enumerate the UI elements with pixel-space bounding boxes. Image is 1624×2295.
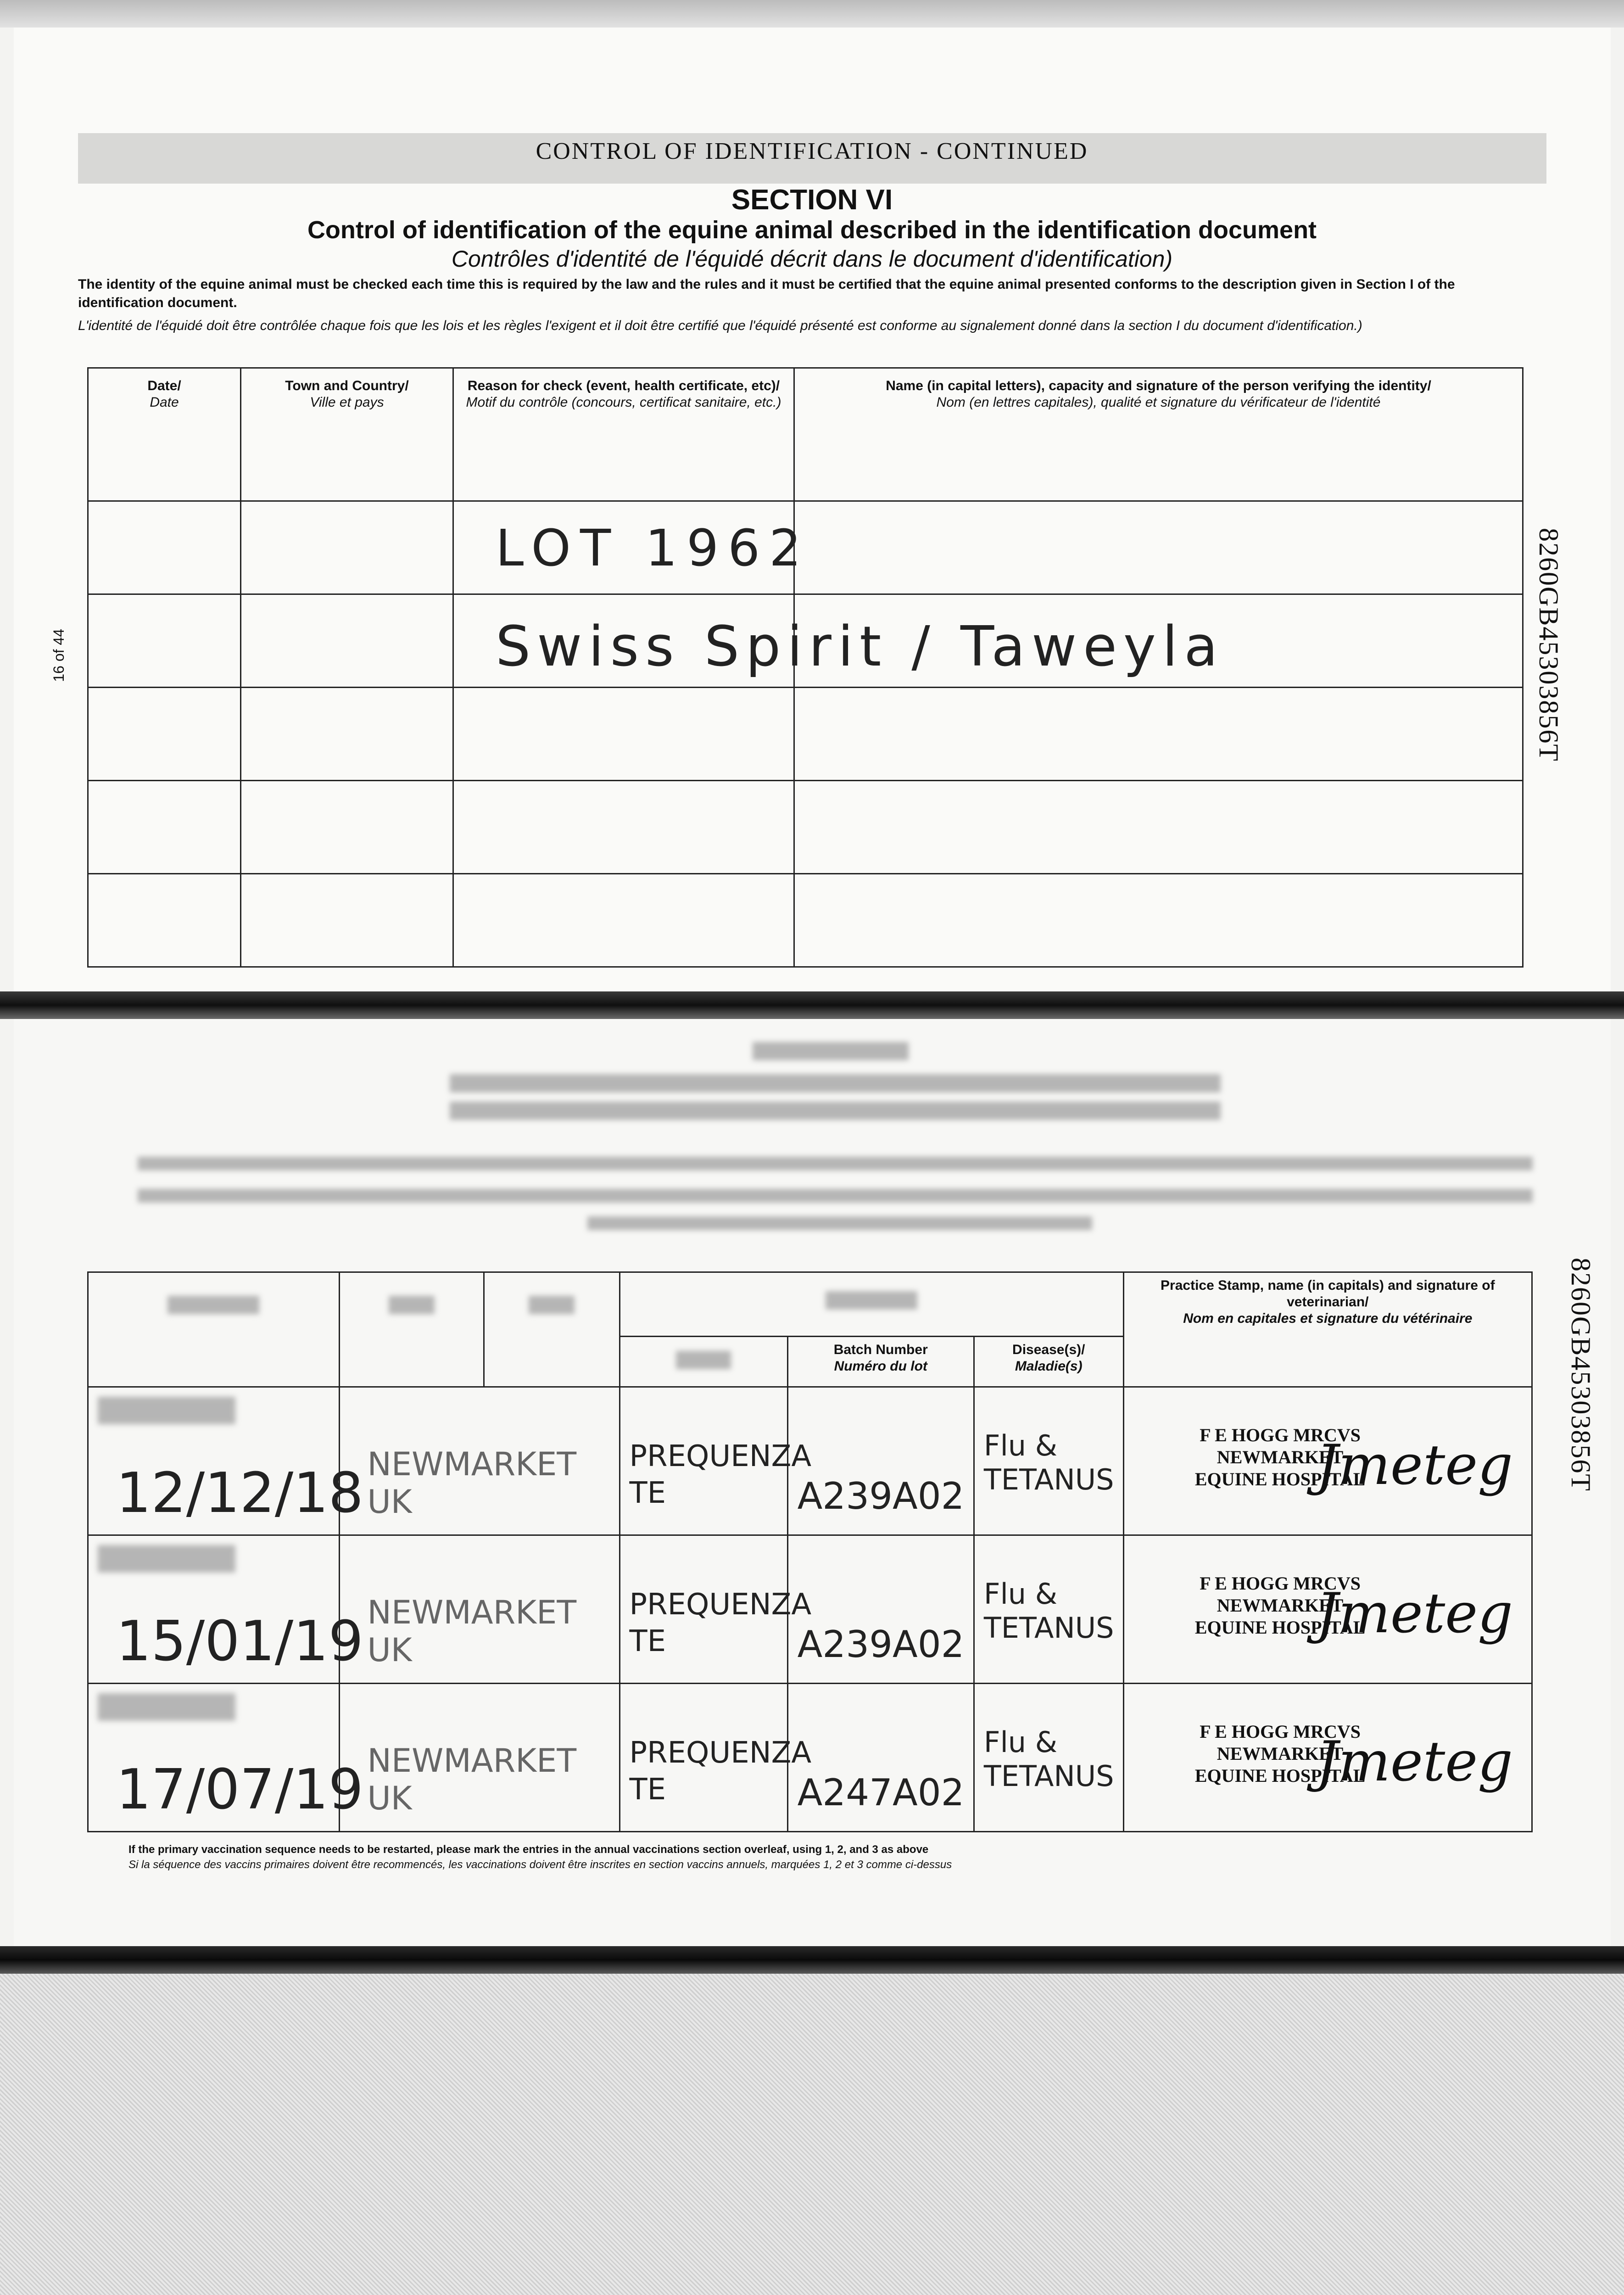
col-vaccine-group xyxy=(619,1272,1123,1337)
vacc-disease: Flu & TETANUS xyxy=(983,1577,1114,1645)
vacc-batch: A247A02 xyxy=(797,1771,965,1814)
col-town-header: Town and Country/ Ville et pays xyxy=(241,368,453,501)
vet-stamp: F E HOGG MRCVS NEWMARKET EQUINE HOSPITAL xyxy=(1194,1573,1366,1638)
col-practice-header: Practice Stamp, name (in capitals) and signature of veterinarian/ Nom en capitales et signature du vétérinaire xyxy=(1123,1272,1532,1387)
vet-signature: Jmeteg xyxy=(1316,1730,1513,1794)
vacc-name: PREQUENZA TE xyxy=(629,1736,812,1807)
vacc-town: NEWMARKET UK xyxy=(367,1742,577,1817)
vaccination-table xyxy=(87,1271,1533,1832)
table-row xyxy=(88,781,1523,874)
col-disease-header: Disease(s)/ Maladie(s) xyxy=(974,1337,1123,1387)
vet-signature: Jmeteg xyxy=(1316,1433,1513,1497)
vacc-disease: Flu & TETANUS xyxy=(983,1725,1114,1793)
vacc-name: PREQUENZA TE xyxy=(629,1439,812,1510)
vacc-town: NEWMARKET UK xyxy=(367,1445,577,1521)
footnote-fr: Si la séquence des vaccins primaires doivent être recommencés, les vaccinations doivent être inscrites en section vaccins annuels, marquées 1, 2 et 3 comme ci-dessus xyxy=(128,1858,952,1871)
page-number: 16 of 44 xyxy=(50,629,67,682)
scan-fold-bar xyxy=(0,991,1624,1019)
vacc-date: 15/01/19 xyxy=(116,1610,363,1674)
scan-top-edge xyxy=(0,0,1624,28)
faded-title xyxy=(450,1074,1221,1092)
footnote-en: If the primary vaccination sequence needs to be restarted, please mark the entries in the annual vaccinations section overleaf, using 1, 2, and 3 as above xyxy=(128,1843,929,1856)
document-id: 8260GB45303856T xyxy=(1534,528,1564,762)
vacc-town: NEWMARKET UK xyxy=(367,1594,577,1669)
col-batch-header: Batch Number Numéro du lot xyxy=(787,1337,974,1387)
faded-heading xyxy=(753,1042,909,1060)
scan-noise-area xyxy=(0,1974,1624,2295)
instructions-en: The identity of the equine animal must be checked each time this is required by the law and the rules and it must be certified that the equine animal presented conforms to the description given in Section I of the identification document. xyxy=(78,277,1455,310)
handwritten-lot: LOT 1962 xyxy=(496,519,811,577)
running-title: CONTROL OF IDENTIFICATION - CONTINUED xyxy=(536,138,1088,164)
table-row xyxy=(88,1387,1532,1535)
title-en: Control of identification of the equine animal described in the identification document xyxy=(307,216,1317,244)
col-vaccine-name-header xyxy=(619,1337,787,1387)
scan-bottom-bar xyxy=(0,1946,1624,1974)
title-fr: Contrôles d'identité de l'équidé décrit dans le document d'identification) xyxy=(451,246,1173,272)
faded-instruction-2 xyxy=(138,1189,1533,1203)
vacc-date: 17/07/19 xyxy=(116,1758,363,1822)
vacc-date: 12/12/18 xyxy=(116,1461,363,1525)
handwritten-horse-name: Swiss Spirit / Taweyla xyxy=(496,615,1224,679)
vet-signature: Jmeteg xyxy=(1316,1582,1513,1646)
table-row xyxy=(88,688,1523,781)
col-blurred-1 xyxy=(88,1272,340,1387)
faded-instruction-1 xyxy=(138,1157,1533,1170)
vet-stamp: F E HOGG MRCVS NEWMARKET EQUINE HOSPITAL xyxy=(1194,1721,1366,1786)
vacc-name: PREQUENZA TE xyxy=(629,1588,812,1658)
table-row xyxy=(88,874,1523,967)
faded-instruction-3 xyxy=(587,1216,1092,1230)
col-reason-header: Reason for check (event, health certificate, etc)/ Motif du contrôle (concours, certificat sanitaire, etc.) xyxy=(453,368,794,501)
col-name-header: Name (in capital letters), capacity and signature of the person verifying the identity/ Nom (en lettres capitales), qualité et signature du vérificateur de l'identité xyxy=(794,368,1523,501)
vet-stamp: F E HOGG MRCVS NEWMARKET EQUINE HOSPITAL xyxy=(1194,1425,1366,1489)
vacc-batch: A239A02 xyxy=(797,1623,965,1666)
instructions-fr: L'identité de l'équidé doit être contrôlée chaque fois que les lois et les règles l'exigent et il doit être certifié que l'équidé présenté est conforme au signalement donné dans la section I du document d'identification.) xyxy=(78,318,1362,333)
vacc-batch: A239A02 xyxy=(797,1475,965,1517)
col-blurred-2 xyxy=(339,1272,484,1387)
col-blurred-3 xyxy=(484,1272,619,1387)
table-row xyxy=(88,1684,1532,1832)
table-row xyxy=(88,1535,1532,1684)
vacc-disease: Flu & TETANUS xyxy=(983,1429,1114,1496)
faded-subtitle xyxy=(450,1102,1221,1120)
col-date-header: Date/ Date xyxy=(88,368,241,501)
section-title: SECTION VI xyxy=(731,184,893,216)
document-id-lower: 8260GB45303856T xyxy=(1566,1258,1596,1492)
